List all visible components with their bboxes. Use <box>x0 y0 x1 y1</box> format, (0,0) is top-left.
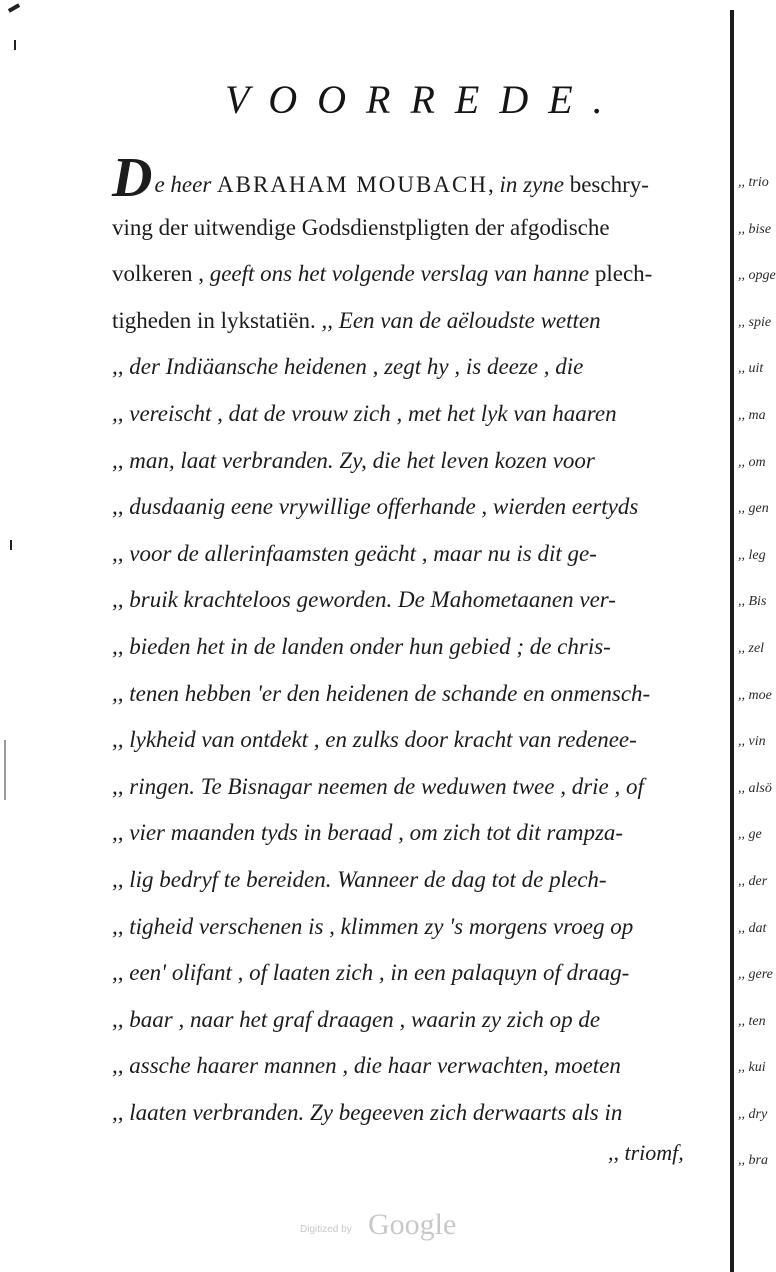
text-segment: plech- <box>594 261 653 287</box>
margin-fragment: ,, bise <box>738 221 772 237</box>
text-segment: in zyne <box>499 172 570 197</box>
margin-fragment: ,, uit <box>738 361 764 377</box>
margin-fragment: ,, Bis <box>738 594 767 610</box>
text-segment: ,, assche haarer mannen , die haar verwachten, moeten <box>112 1053 621 1079</box>
text-line <box>112 147 722 209</box>
text-line <box>112 391 722 438</box>
page-title: VOORREDE. <box>225 77 623 122</box>
text-line <box>112 904 722 951</box>
text-segment: ,, tenen hebben 'er den heidenen de schande en onmensch- <box>112 680 651 706</box>
adjacent-page-fragments <box>738 160 776 1185</box>
text-segment: ,, der Indiäansche heidenen , zegt hy , is deeze , die <box>112 354 584 380</box>
text-segment: beschry- <box>569 172 649 197</box>
page-edge-rule <box>730 10 734 1272</box>
text-line <box>112 857 722 904</box>
text-segment: ,, dusdaanig eene vrywillige offerhande , wierden eertyds <box>112 494 639 520</box>
text-line <box>112 1043 722 1090</box>
text-line <box>112 671 722 718</box>
text-line <box>112 531 722 578</box>
margin-fragment: ,, dat <box>738 920 767 936</box>
scan-speck <box>14 40 16 50</box>
text-segment: ABRAHAM MOUBACH <box>217 172 488 197</box>
text-segment: ,, ringen. Te Bisnagar neemen de weduwen twee , drie , of <box>112 773 644 799</box>
margin-fragment: ,, leg <box>738 547 766 563</box>
text-segment: ,, lykheid van ontdekt , en zulks door kracht van redenee- <box>112 727 637 753</box>
text-line <box>112 438 722 485</box>
margin-fragment: ,, gen <box>738 501 769 517</box>
text-segment: ,, voor de allerinfaamsten geächt , maar nu is dit ge- <box>112 540 597 566</box>
text-segment: ving der uitwendige Godsdienstpligten der afgodische <box>112 214 610 240</box>
margin-fragment: ,, gere <box>738 967 773 983</box>
text-segment: ,, tigheid verschenen is , klimmen zy 's morgens vroeg op <box>112 913 634 939</box>
margin-fragment: ,, ma <box>738 407 766 423</box>
drop-cap: D <box>112 147 153 209</box>
margin-fragment: ,, opge <box>738 268 776 284</box>
body-text <box>112 147 722 1136</box>
text-line <box>112 997 722 1044</box>
text-line <box>112 298 722 345</box>
margin-fragment: ,, ge <box>738 827 762 843</box>
text-segment: e heer <box>154 172 218 197</box>
margin-fragment: ,, zel <box>738 640 765 656</box>
text-segment: ,, Een van de aëloudste wetten <box>321 307 601 333</box>
text-line <box>112 950 722 997</box>
text-line <box>112 251 722 298</box>
digitized-footer <box>300 1208 470 1248</box>
text-segment: ,, baar , naar het graf draagen , waarin zy zich op de <box>112 1006 601 1032</box>
text-segment: ,, vier maanden tyds in beraad , om zich tot dit rampza- <box>112 820 624 846</box>
margin-fragment: ,, trio <box>738 175 769 190</box>
margin-fragment: ,, moe <box>738 687 772 703</box>
catchword: ,, triomf, <box>608 1140 684 1165</box>
text-segment: , <box>487 172 500 197</box>
scan-speck <box>4 740 6 800</box>
text-line <box>112 205 722 252</box>
scan-speck <box>10 540 12 550</box>
text-line <box>112 577 722 624</box>
text-line <box>112 624 722 671</box>
margin-fragment: ,, bra <box>738 1153 768 1169</box>
margin-fragment: ,, vin <box>738 734 766 750</box>
margin-fragment: ,, kui <box>738 1060 766 1076</box>
margin-fragment: ,, alsö <box>738 780 772 796</box>
margin-fragment: ,, der <box>738 873 768 889</box>
text-segment: ,, vereischt , dat de vrouw zich , met het lyk van haaren <box>112 400 617 426</box>
text-line <box>112 1090 722 1137</box>
text-segment: ,, een' olifant , of laaten zich , in een palaquyn of draag- <box>112 960 630 986</box>
margin-fragment: ,, dry <box>738 1106 768 1122</box>
text-segment: ,, laaten verbranden. Zy begeeven zich derwaarts als in <box>112 1099 623 1125</box>
margin-fragment: ,, spie <box>738 314 772 330</box>
scan-speck <box>8 3 20 12</box>
text-line <box>112 764 722 811</box>
margin-fragment: ,, ten <box>738 1013 766 1029</box>
text-segment: ,, bruik krachteloos geworden. De Mahometaanen ver- <box>112 587 616 613</box>
margin-fragment: ,, om <box>738 454 766 470</box>
text-segment: ,, man, laat verbranden. Zy, die het leven kozen voor <box>112 447 595 473</box>
google-logo: Google <box>368 1208 457 1241</box>
text-segment: volkeren , <box>112 261 210 287</box>
text-line <box>112 717 722 764</box>
text-segment: tigheden in lykstatiën. <box>112 307 322 333</box>
text-segment: geeft ons het volgende verslag van hanne <box>209 261 595 287</box>
text-line <box>112 484 722 531</box>
text-segment: ,, bieden het in de landen onder hun gebied ; de chris- <box>112 633 611 659</box>
text-line <box>112 810 722 857</box>
text-segment: ,, lig bedryf te bereiden. Wanneer de dag tot de plech- <box>112 866 607 892</box>
digitized-label: Digitized by <box>300 1224 352 1235</box>
text-line <box>112 344 722 391</box>
